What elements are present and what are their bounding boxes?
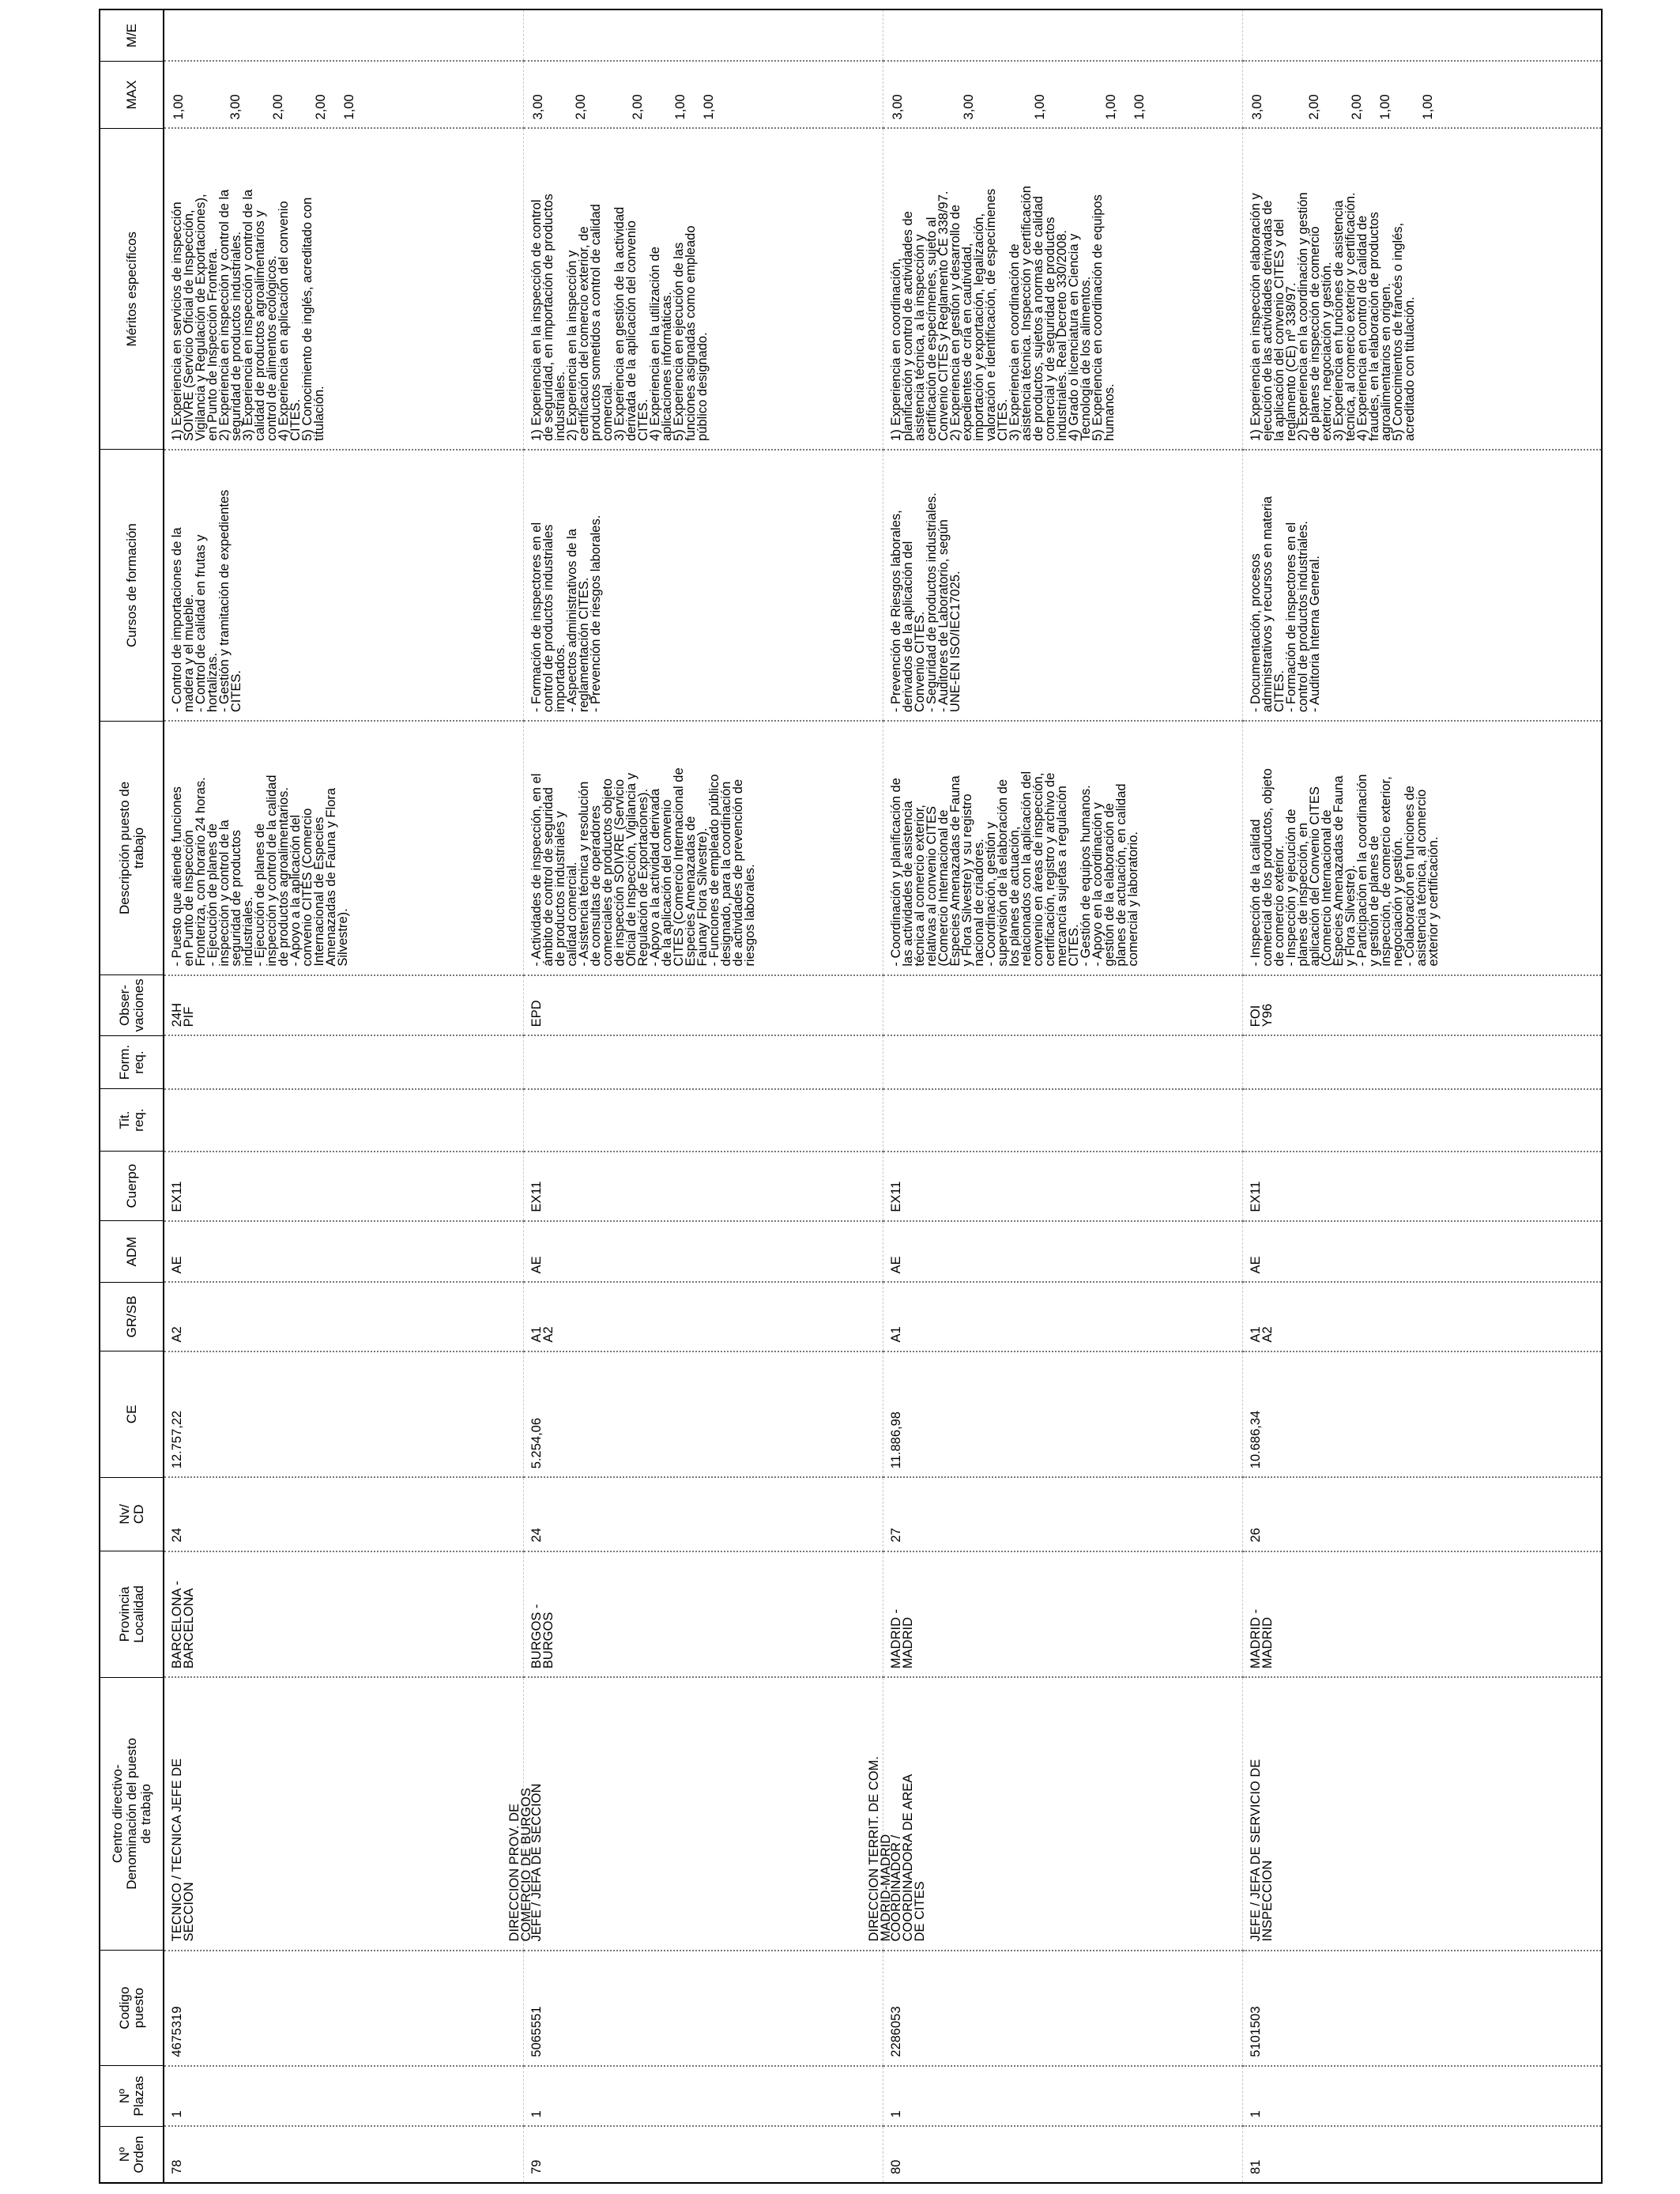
cell-nivel: 24: [523, 1477, 883, 1551]
cell-adm: AE: [883, 1221, 1242, 1283]
cell-provincia: MADRID - MADRID: [883, 1551, 1242, 1678]
cell-adm: AE: [523, 1221, 883, 1283]
cell-provincia: BURGOS - BURGOS: [523, 1551, 883, 1678]
header-orden: Nº Orden: [100, 2126, 164, 2183]
cell-cursos: - Control de importaciones de la madera y el mueble. - Control de calidad en frutas y hortalizas. - Gestión y tramitación de expedientes CITES.: [164, 450, 523, 721]
cell-form: [523, 1035, 883, 1088]
header-codigo: Codigo puesto: [100, 1951, 164, 2066]
cell-meritos: 1) Experiencia en coordinación, planificación y control de actividades de asistencia técnica, a la inspección y certificación de especímenes, sujeto al Convenio CITES y Reglamento CE 338/97. 2) Experiencia en gestión y desarrollo de expedientes de cría en cautividad, importación y exportación, legalización, valoración e identificación, de especímenes CITES. 3) Experiencia en coordinación de asistencia técnica. Inspección y certificación de productos, sujetos a normas de calidad comercial y de seguridad de productos industriales. Real Decreto 330/2008. 4) Grado o licenciatura en Ciencia y Tecnología de los alimentos. 5) Experiencia en coordinación de equipos humanos.: [883, 128, 1242, 449]
cell-nivel: 26: [1242, 1477, 1602, 1551]
cell-tit: [1242, 1089, 1602, 1152]
cell-descripcion: - Coordinación y planificación de las actividades de asistencia técnica al comercio exterior, relativas al convenio CITES (Comercio Internacional de Especies Amenazadas de Fauna y Flora Silvestre) y su registro nacional de criadores. - Coordinación, gestión y supervisión de la elaboración de los planes de actuación, relacionados con la aplicación del convenio en áreas de inspección, certificación, registro y archivo de mercancía sujetas a regulación CITES. - Gestión de equipos humanos. - Apoyo en la coordinación y gestión de la elaboración de planes de actuación, en calidad comercial y laboratorio.: [883, 721, 1242, 974]
cell-descripcion: - Inspección de la calidad comercial de los productos, objeto de comercio exterior. - Inspección y ejecución de planes de inspección, en aplicación del Convenio CITES (Comercio Internacional de Especies Amenazadas de Fauna y Flora Silvestre). - Participación en la coordinación y gestión de planes de inspección, de comercio exterior, negociación y gestión. - Colaboración en funciones de asistencia técnica, al comercio exterior y certificación.: [1242, 721, 1602, 974]
denominacion: JEFE / JEFA DE SECCION: [529, 1783, 544, 1942]
cell-adm: AE: [164, 1221, 523, 1283]
denominacion: JEFE / JEFA DE SERVICIO DE INSPECCION: [1248, 1759, 1275, 1942]
denominacion: COORDINADOR / COORDINADORA DE AREA DE CITES: [888, 1774, 927, 1942]
cell-meritos: 1) Experiencia en servicios de inspección SOIVRE (Servicio Oficial de Inspección, Vigilancia y Regulación de Exportaciones), en Punto de Inspección Frontera. 2) Experiencia en inspección y control de la seguridad de productos industriales. 3) Experiencia en inspección y control de la calidad de productos agroalimentarios y control de alimentos ecológicos. 4) Experiencia en aplicación del convenio CITES. 5) Conocimiento de inglés, acreditado con titulación.: [164, 128, 523, 449]
cell-me: [1242, 9, 1602, 61]
cell-nivel: 27: [883, 1477, 1242, 1551]
cell-obs: 24H PIF: [164, 975, 523, 1036]
cell-provincia: MADRID - MADRID: [1242, 1551, 1602, 1678]
header-tit: Tit. req.: [100, 1089, 164, 1152]
cell-descripcion: - Actividades de inspección, en el ámbito de control de seguridad de productos industriales y calidad comercial. - Asistencia técnica y resolución de consultas de operadores comerciales de productos objeto de inspección SOIVRE (Servicio Oficial de Inspección, Vigilancia y Regulación de Exportaciones). - Apoyo a la actividad derivada de la aplicación del convenio CITES (Comercio Internacional de Especies Amenazadas de Faunay Flora Silvestre). - Funciones de empleado público designado, para la coordinación de actividades de prevención de riesgos laborales.: [523, 721, 883, 974]
cell-form: [883, 1035, 1242, 1088]
cell-centro: [164, 1677, 523, 1950]
cell-grupo: A1 A2: [1242, 1282, 1602, 1351]
cell-obs: EPD: [523, 975, 883, 1036]
header-meritos: Méritos específicos: [100, 128, 164, 449]
cell-grupo: A1 A2: [523, 1282, 883, 1351]
cell-max: 3,00 3,00 1,00 1,00 1,00: [883, 61, 1242, 128]
cell-orden: 81: [1242, 2126, 1602, 2183]
cell-codigo: 5065551: [523, 1951, 883, 2066]
header-max: MAX: [100, 61, 164, 128]
cell-grupo: A2: [164, 1282, 523, 1351]
centro-directivo: DIRECCION PROV. DE COMERCIO DE BURGOS: [507, 1788, 533, 1942]
cell-orden: 80: [883, 2126, 1242, 2183]
cell-codigo: 4675319: [164, 1951, 523, 2066]
cell-obs: [883, 975, 1242, 1036]
cell-ce: 12.757,22: [164, 1351, 523, 1478]
header-plazas: Nº Plazas: [100, 2066, 164, 2127]
cell-me: [164, 9, 523, 61]
rotated-job-table-page: [99, 9, 1638, 2184]
table-row: [523, 9, 883, 2183]
centro-directivo: DIRECCION TERRIT. DE COM. MADRID-MADRID: [866, 1756, 893, 1942]
cell-cuerpo: EX11: [523, 1152, 883, 1221]
cell-cursos: - Formación de inspectores en el control de productos industriales importados. - Aspectos administrativos de la reglamentación CITES. - Prevención de riesgos laborales.: [523, 450, 883, 721]
cell-ce: 10.686,34: [1242, 1351, 1602, 1478]
cell-form: [1242, 1035, 1602, 1088]
header-centro: Centro directivo- Denominación del puesto de trabajo: [100, 1677, 164, 1950]
header-me: M/E: [100, 9, 164, 61]
cell-me: [883, 9, 1242, 61]
cell-cuerpo: EX11: [1242, 1152, 1602, 1221]
cell-max: 3,00 2,00 2,00 1,00 1,00: [523, 61, 883, 128]
table-row: [1242, 9, 1602, 2183]
cell-meritos: 1) Experiencia en inspección elaboración y ejecución de las actividades derivadas de la aplicación del convenio CITES y del reglamento (CE) nº 338/97. 2) Experiencia en la coordinación y gestión de planes de inspección de comercio exterior, negociación y gestión. 3) Experiencia en funciones de asistencia técnica, al comercio exterior y certificación. 4) Experiencia en control de calidad de fraudes, en la elaboración de productos agroalimentarios en origen. 5) Conocimientos de francés o inglés, acreditado con titulación.: [1242, 128, 1602, 449]
header-descripcion: Descripción puesto de trabajo: [100, 721, 164, 974]
header-ce: CE: [100, 1351, 164, 1478]
cell-ce: 11.886,98: [883, 1351, 1242, 1478]
cell-cuerpo: EX11: [883, 1152, 1242, 1221]
header-obs: Obser- vaciones: [100, 975, 164, 1036]
header-adm: ADM: [100, 1221, 164, 1283]
cell-codigo: 2286053: [883, 1951, 1242, 2066]
cell-tit: [883, 1089, 1242, 1152]
cell-cuerpo: EX11: [164, 1152, 523, 1221]
cell-tit: [164, 1089, 523, 1152]
cell-orden: 79: [523, 2126, 883, 2183]
cell-max: 3,00 2,00 2,00 1,00 1,00: [1242, 61, 1602, 128]
cell-centro: [866, 1677, 1242, 1950]
cell-max: 1,00 3,00 2,00 2,00 1,00: [164, 61, 523, 128]
cell-centro: [1242, 1677, 1602, 1950]
cell-plazas: 1: [883, 2066, 1242, 2127]
cell-me: [523, 9, 883, 61]
table-row: [883, 9, 1242, 2183]
header-grupo: GR/SB: [100, 1282, 164, 1351]
cell-obs: FOI Y96: [1242, 975, 1602, 1036]
header-cuerpo: Cuerpo: [100, 1152, 164, 1221]
cell-provincia: BARCELONA - BARCELONA: [164, 1551, 523, 1678]
cell-plazas: 1: [523, 2066, 883, 2127]
header-cursos: Cursos de formación: [100, 450, 164, 721]
cell-grupo: A1: [883, 1282, 1242, 1351]
cell-descripcion: - Puesto que atiende funciones en Punto de Inspección Fronteriza, con horario 24 horas. - Ejecución de planes de inspección y control de la seguridad de productos industriales. - Ejecución de planes de inspección y control de la calidad de productos agroalimentarios. - Apoyo a la aplicación del convenio CITES (Comercio Internacional de Especies Amenazadas de Fauna y Flora Silvestre).: [164, 721, 523, 974]
header-form: Form. req.: [100, 1035, 164, 1088]
cell-tit: [523, 1089, 883, 1152]
cell-centro: [507, 1677, 883, 1950]
cell-orden: 78: [164, 2126, 523, 2183]
cell-plazas: 1: [164, 2066, 523, 2127]
denominacion: TECNICO / TECNICA JEFE DE SECCION: [170, 1758, 196, 1942]
header-provincia: Provincia Localidad: [100, 1551, 164, 1678]
header-nivel: Nv/ CD: [100, 1477, 164, 1551]
cell-ce: 5.254,06: [523, 1351, 883, 1478]
table-row: [164, 9, 523, 2183]
cell-cursos: - Documentación, procesos administrativos y recursos en materia CITES. - Formación de inspectores en el control de productos industriales. - Auditoria Interna General.: [1242, 450, 1602, 721]
cell-adm: AE: [1242, 1221, 1602, 1283]
cell-codigo: 5101503: [1242, 1951, 1602, 2066]
table-header-row: [100, 9, 164, 2183]
cell-meritos: 1) Experiencia en la inspección de control de seguridad, en importación de productos industriales. 2) Experiencia en la inspección y certificación del comercio exterior, de productos sometidos a control de calidad comercial. 3) Experiencia en gestión de la actividad derivada de la aplicación del convenio CITES. 4) Experiencia en la utilización de aplicaciones informáticas. 5) Experiencia en ejecución de las funciones asignadas como empleado público designado.: [523, 128, 883, 449]
cell-cursos: - Prevención de Riesgos laborales, derivados de la aplicación del Convenio CITES. - Seguridad de productos industriales. - Auditores de Laboratorio, según UNE-EN ISO/IEC17025.: [883, 450, 1242, 721]
job-positions-table: [99, 9, 1603, 2184]
cell-plazas: 1: [1242, 2066, 1602, 2127]
cell-form: [164, 1035, 523, 1088]
cell-nivel: 24: [164, 1477, 523, 1551]
